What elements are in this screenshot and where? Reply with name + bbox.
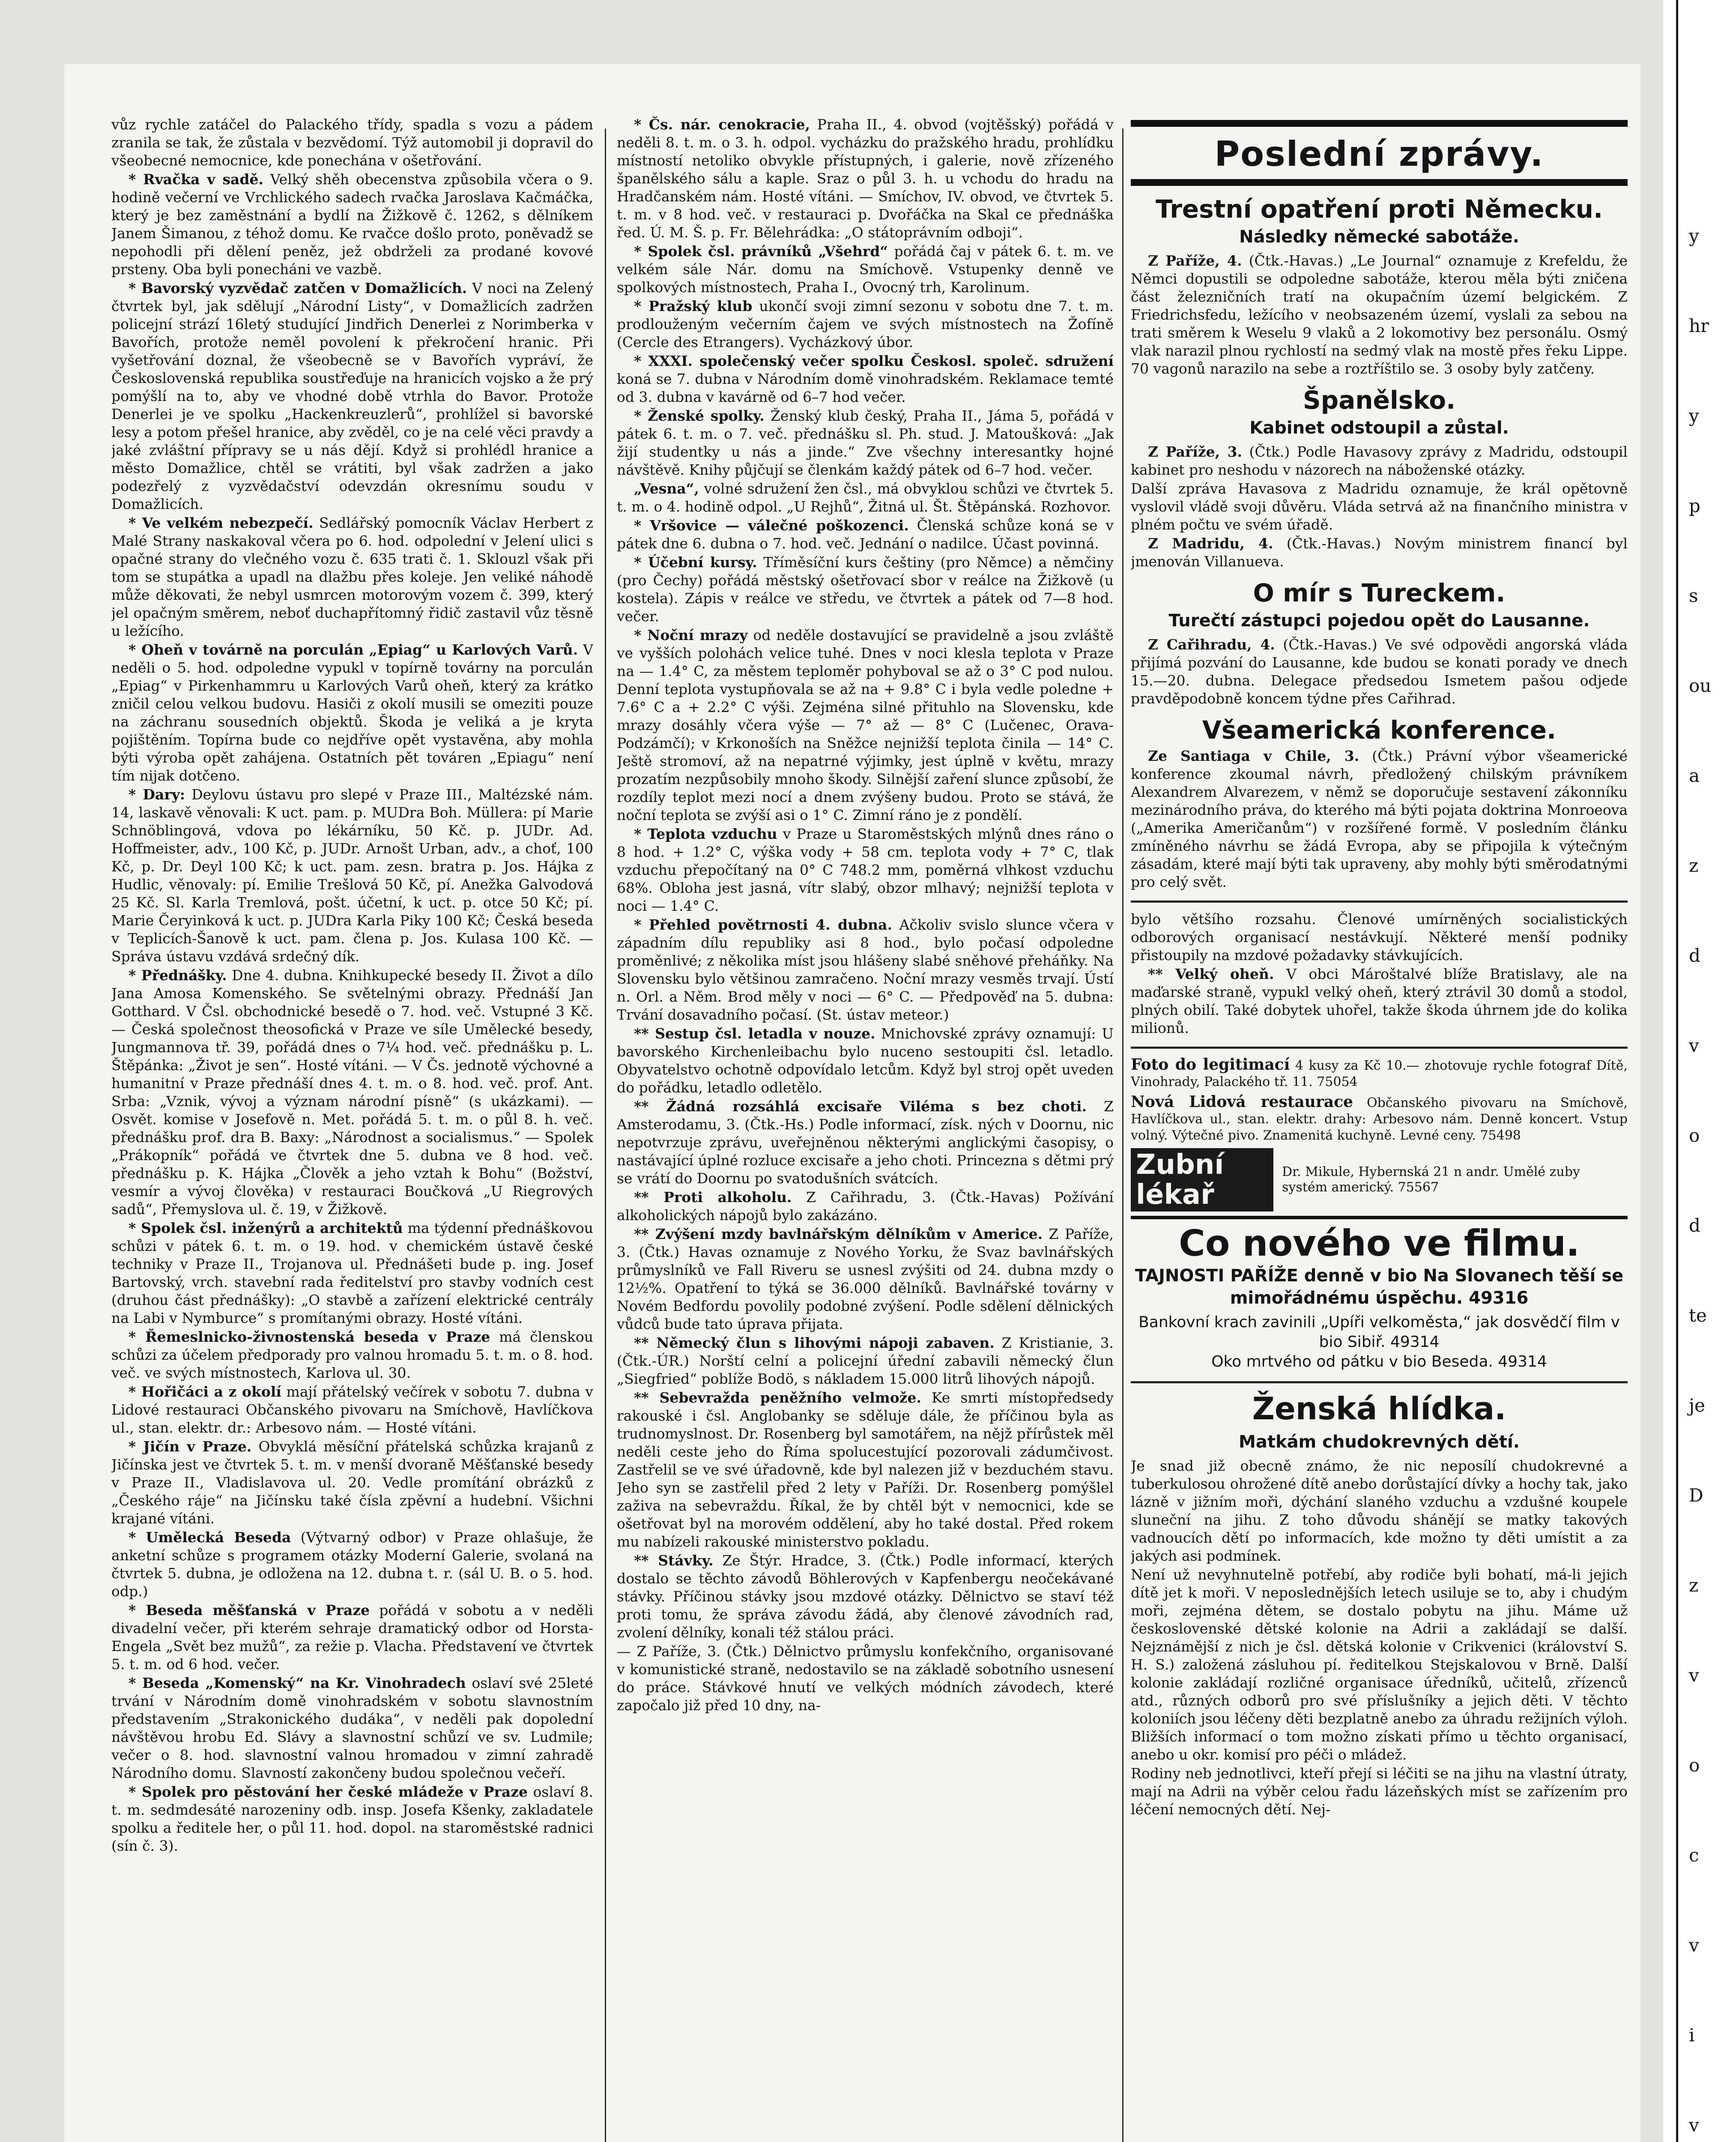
spine-text-fragment: te	[1689, 1305, 1707, 1326]
article-paragraph	[1131, 535, 1628, 571]
classified-ad-text: Občanského pivovaru na Smíchově, Havlíčkova ul., stan. elektr. drahy: Arbesovo nám. Denně koncert. Vstup volný. Výtečné pivo. Znamenitá kuchyně. Levné ceny. 75498	[1131, 1095, 1628, 1143]
article-paragraph	[617, 626, 1114, 824]
spine-text-fragment: i	[1689, 2025, 1695, 2046]
article-lead: ** Sestup čsl. letadla v nouze.	[634, 1025, 875, 1042]
article-lead: Z Cařihradu, 4.	[1148, 636, 1275, 653]
article-paragraph	[111, 1674, 593, 1782]
newspaper-page	[64, 64, 1640, 2142]
article-paragraph	[111, 1219, 593, 1327]
article-paragraph	[617, 297, 1114, 351]
article-lead: * Hořičáci a z okolí	[128, 1383, 281, 1400]
classified-ad-title: Foto do legitimací	[1131, 1056, 1290, 1074]
article-lead: ** Německý člun s lihovými nápoji zabaven.	[634, 1334, 995, 1351]
article-text: Praha II., 4. obvod (vojtěšský) pořádá v neděli 8. t. m. o 3. h. odpol. vycházku do pražského hradu, prohlídku místností netoliko obvykle přístupných, i galerie, nově zřízeného španělského sálu a kaple. Sraz o půl 3. h. u vchodu do hradu na Hradčanském nám. Hosté vítáni. — Smíchov, IV. obvod, ve čtvrtek 5. t. m. v 8 hod. več. v restauraci p. Dvořáčka na Skal ce přednáška řed. Ú. M. Š. p. Fr. Bělehrádka: „O státoprávním odboji“.	[617, 116, 1114, 241]
article-text: (Čtk.) Právní výbor všeamerické konference zkoumal návrh, předložený chilským právníkem Alexandrem Alvarezem, v němž se doporučuje sestavení zákonníku mezinárodního práva, do kterého má býti pojata doktrina Monroeova („Amerika Američanům“) v rozšířené formě. V posledním článku zmíněného návrhu se žádá Evropa, aby se připojila k výtečným zásadám, které mají býti tak upraveny, aby mohly býti směrodatnými pro celý svět.	[1131, 748, 1628, 890]
classified-ad	[1131, 1094, 1628, 1144]
article-lead: * Spolek pro pěstování her české mládeže v Praze	[128, 1783, 528, 1800]
article-paragraph	[617, 1552, 1114, 1642]
article-text: Další zpráva Havasova z Madridu oznamuje, že král opětovně vyslovil vládě svoji důvěru. Vláda setrvá až na finančního ministra v plném počtu ve svém úřadě.	[1131, 480, 1628, 533]
article-lead: * Čs. nár. cenokracie,	[634, 116, 810, 133]
article-text: vůz rychle zatáčel do Palackého třídy, spadla s vozu a pádem zranila se tak, že zůstala v bezvědomí. Týž automobil ji dopravil do všeobecné nemocnice, kde ponechána v ošetřování.	[111, 116, 593, 169]
article-lead: ** Sebevražda peněžního velmože.	[634, 1389, 921, 1406]
spine-text-fragment: v	[1689, 1665, 1699, 1686]
article-text: Z Cařihradu, 3. (Čtk.-Havas) Požívání alkoholických nápojů bylo zakázáno.	[617, 1189, 1114, 1224]
article-text: Rodiny neb jednotlivci, kteří přejí si léčiti se na jihu na vlastní útraty, mají na Adrii na výběr celou řadu lázeňských míst se zařízením pro léčení nemocných dětí. Nej-	[1131, 1765, 1628, 1818]
spine-text-fragment: ou	[1689, 675, 1712, 696]
column-2	[617, 116, 1114, 2142]
latest-news-banner: Poslední zprávy.	[1131, 120, 1628, 186]
spine-text-fragment: c	[1689, 1845, 1699, 1866]
article-paragraph	[111, 1783, 593, 1855]
spine-text-fragment: p	[1689, 495, 1700, 516]
article-paragraph	[617, 242, 1114, 296]
article-paragraph	[1131, 1457, 1628, 1565]
article-paragraph	[617, 1642, 1114, 1714]
article-lead: * Umělecká Beseda	[128, 1529, 291, 1546]
articles-continued	[1131, 910, 1628, 1037]
article-text: Není už nevyhnutelně potřebí, aby rodiče byli bohatí, má-li jejich dítě jet k moři. V neposlednějších letech usiluje se to, aby i chudým moři, zejména dětem, se dostalo pobytu na jihu. Máme už československé dětské kolonie na Adrii a zakládají se další. Nejznámější z nich je čsl. dětská kolonie v Crikvenici (království S. H. S.) založená zásluhou pí. ředitelkou Stejskalovou v Brně. Další kolonie zakládají rozličné organisace úředníků, učitelů, zřízenců atd., různých odborů pro své příslušníky a jejich děti. V těchto koloniích jsou léčeny děti bezplatně anebo za úhradu režijních výloh. Bližších informací o tom možno získati přímo u těchto organisací, anebo u okr. komisí pro péči o mládež.	[1131, 1566, 1628, 1763]
article-lead: * Dary:	[128, 786, 185, 803]
article-text: v Praze u Staroměstských mlýnů dnes ráno o 8 hod. + 1.2° C, výška vody + 58 cm. teplota vody + 7° C, tlak vzduchu přepočítaný na 0° C 748.2 mm, poměrná vlhkost vzduchu 68%. Obloha jest jasná, vítr slabý, obzor mlhavý; nejnižší teplota v noci — 1.4° C.	[617, 826, 1114, 914]
article-paragraph	[617, 116, 1114, 242]
article-lead: * Ve velkém nebezpečí.	[128, 515, 314, 531]
spine-text-fragment: s	[1689, 585, 1698, 606]
article-text: V noci na Zelený čtvrtek byl, jak sdělují „Národní Listy“, v Domažlicích zadržen policejní strází 16letý studující Jindřich Denerlei z Norimberka v Bavořích, protože neměl povolení k překročení hranic. Při vyšetřování doznal, že všeobecně se v Bavořích vypráví, že Československá republika soustřeďuje na hranicích vojsko a že prý pomýšlí na to, aby ve vhodné době vtrhla do Bavor. Protože Denerlei je ve spolku „Hackenkreuzlerů“, prohlížel si bavorské lesy a potom přešel hranice, aby zvěděl, co je na celé věci pravdy a jaké zvláštní přípravy se u nás dějí. Když si prohlédl hranice a město Domažlice, chtěl se vrátiti, byl však zadržen a jako podezřelý z vyzvědačství odevzdán okresnímu soudu v Domažlicích.	[111, 280, 593, 512]
article-paragraph	[617, 1389, 1114, 1551]
classified-ad	[1131, 1056, 1628, 1090]
article-text: od neděle dostavující se pravidelně a jsou zvláště ve vyšších polohách velice tuhé. Dnes v noci klesla teplota v Praze na — 1.4° C, za městem teploměr pohyboval se až o 3° C pod nulou. Denní teplota vystupňovala se až na + 9.8° C i byla vedle poledne + 7.6° C a + 2.2° C výši. Zejména silné přituhlo na Slovensku, kde mrazy dosáhly včera výše — 7° až — 8° C (Lučenec, Orava-Podzámčí); v Krkonoších na Sněžce nejnižší teplota činila — 14° C. Ještě stromoví, až na nepatrné výjimky, jest úplně v květu, mrazy prozatím nezpůsobily mnoho škody. Silnější zaření slunce způsobí, že rozdíly teplot mezi nocí a dnem zvýšeny budou. Proto se stává, že noční teplota se zvýší asi o 1° C. Zimní ráno je z pondělí.	[617, 627, 1114, 823]
article-paragraph	[111, 1383, 593, 1437]
article-lead: * Spolek čsl. inženýrů a architektů	[128, 1220, 403, 1236]
classified-ad-text: 4 kusy za Kč 10.— zhotovuje rychle fotograf Dítě, Vinohrady, Palackého tř. 11. 75054	[1131, 1058, 1628, 1089]
article-text: (Výtvarný odbor) v Praze ohlašuje, že anketní schůze s programem otázky Moderní Galerie, svolaná na čtvrtek 5. dubna, je odložena na 12. dubna t. r. (sál U. B. o 5. hod. odp.)	[111, 1529, 593, 1600]
article-text: Členská schůze koná se v pátek dne 6. dubna o 7. hod. več. Jednání o nadilce. Účast povinná.	[617, 517, 1114, 552]
article-text: ma týdenní přednáškovou schůzi v pátek 6. t. m. o 19. hod. v chemickém ústavě české techniky v Praze II., Trojanova ul. Přednášeti bude p. ing. Josef Bartovský, vrch. stavební rada ředitelství pro stavby vodních cest (druhou část přednášky): „O stavbě a zařízení elektrické centrály na Labi v Nymburce“ s promítanými obrazy. Hosté vítáni.	[111, 1220, 593, 1326]
article-paragraph	[111, 1529, 593, 1601]
article-lead: Z Paříže, 3.	[1148, 443, 1242, 460]
spine-rule	[1676, 0, 1678, 2142]
article-lead: * Jičín v Praze.	[128, 1438, 252, 1455]
article-text: Z Amsterodamu, 3. (Čtk.-Hs.) Podle informací, získ. ných v Doornu, nic nepotvrzuje zprávu, uveřejněnou některými anglickými časopisy, o nastávající úplné rozluce excisaře a jeho choti. Princezna s dětmi prý se vrátí do Doornu po svatodušních svátcích.	[617, 1098, 1114, 1187]
article-paragraph	[1131, 747, 1628, 891]
article-text: Mnichovské zprávy oznamují: U bavorského Kirchenleibachu bylo nuceno sestoupiti čsl. letadlo. Obyvatelstvo ochotně odpovídalo letcům. Když byl stroj opět uveden do pořádku, letadlo odletělo.	[617, 1025, 1114, 1096]
article-lead: * Přednášky.	[128, 967, 227, 984]
spine-text-fragment: o	[1689, 1125, 1700, 1146]
article-paragraph	[617, 1025, 1114, 1097]
spine-text-fragment: je	[1689, 1395, 1705, 1416]
article-lead: * Noční mrazy	[634, 627, 748, 643]
column-3	[1131, 116, 1628, 2142]
article-lead: * Řemeslnicko-živnostenská beseda v Praze	[128, 1328, 490, 1345]
article-paragraph	[617, 825, 1114, 915]
article-paragraph	[617, 1098, 1114, 1188]
article-text: oslaví své 25leté trvání v Národním domě vinohradském v sobotu slavnostním představením „Strakonického dudáka“, v neděli pak dopolední návštěvou hrobu Ed. Slávy a slavnostní schůzí ve sv. Ludmile; večer o 8. hod. slavnostní valnou hromadou v zimní zahradě Národního domu. Slavností zakončeny budou společnou večeří.	[111, 1675, 593, 1781]
article-paragraph	[1131, 480, 1628, 534]
article-lead: * Rvačka v sadě.	[128, 171, 263, 188]
articles-turkey	[1131, 636, 1628, 708]
article-text: mají přátelský večírek v sobotu 7. dubna v Lidové restauraci Občanského pivovaru na Smíchově, Havlíčkova ul., stan. elektr. dr.: Arbesovo nám. — Hosté vítáni.	[111, 1383, 593, 1436]
column-1	[111, 116, 593, 2142]
section-divider	[1131, 1381, 1628, 1383]
section-divider	[1131, 1047, 1628, 1049]
article-text: Sedlářský pomocník Václav Herbert z Malé Strany naskakoval včera po 6. hod. odpolední v Jelení ulici s opačné strany do vlečného vozu č. 635 trati č. 1. Sklouzl však při tom se stupátka a upadl na dlažbu přes koleje. Jen veliké náhodě může děkovati, že nebyl usmrcen motorovým vozem č. 399, který jel opačným směrem, neboť duchapřítomný řidič zastavil vůz těsně u ležícího.	[111, 515, 593, 639]
article-lead: * Ženské spolky.	[634, 407, 765, 424]
article-lead: Z Madridu, 4.	[1148, 535, 1273, 552]
article-paragraph	[1131, 443, 1628, 479]
article-paragraph	[617, 1225, 1114, 1333]
article-text: Z Kristianie, 3. (Čtk.-ÚR.) Norští celní a policejní úřední zabavili německý člun „Siegfried“ poblíže Bodö, s nákladem 15.000 litrů lihových nápojů.	[617, 1334, 1114, 1387]
article-paragraph	[111, 116, 593, 170]
article-text: (Čtk.) Podle Havasovy zprávy z Madridu, odstoupil kabinet pro neshodu v názorech na náboženské otázky.	[1131, 443, 1628, 478]
headline-women: Ženská hlídka.	[1252, 1391, 1506, 1427]
spine-text-fragment: d	[1689, 1215, 1700, 1236]
article-lead: „Vesna“,	[634, 480, 699, 497]
article-lead: ** Stávky.	[634, 1552, 714, 1569]
subhead-germany: Následky německé sabotáže.	[1239, 227, 1519, 247]
article-paragraph	[617, 1334, 1114, 1388]
article-paragraph	[111, 966, 593, 1218]
section-divider	[1131, 900, 1628, 903]
subhead-turkey: Turečtí zástupci pojedou opět do Lausanne.	[1168, 611, 1590, 631]
article-lead: * Beseda „Komenský“ na Kr. Vinohradech	[128, 1675, 466, 1691]
article-paragraph	[1131, 252, 1628, 378]
article-text: Ke smrti místopředsedy rakouské i čsl. Anglobanky se sděluje dále, že příčinou byla as trudnomyslnost. Dr. Rosenberg byl samotářem, na nějž přírůstek měl neděli ceste jeho do Říma spolucestující pozorovali zádumčivost. Zastřelil se ve své úřadovně, kde byl nalezen již v bezduchém stavu. Jeho syn se zastřelil před 2 lety v Paříži. Dr. Rosenberg pomýšlel zaživa na sebevraždu. Říkal, že by chtěl být v nemocnici, kde se ošetřovat byl na morovém oddělení, aby ho také dostal. Před rokem mu nabízeli rakouské ministerstvo pokladu.	[617, 1389, 1114, 1550]
article-text: Z Paříže, 3. (Čtk.) Havas oznamuje z Nového Yorku, že Svaz bavlnářských průmyslníků ve Fall Riveru se usnesl zvýšiti od 24. dubna mzdy o 12½%. Opatření to týká se 36.000 dělníků. Bavlnářské továrny v Novém Bedfordu povolily podobné zvýšení. Podle sdělení dělnických vůdců bude tato úprava přijata.	[617, 1226, 1114, 1332]
article-paragraph	[617, 553, 1114, 625]
article-lead: ** Velký oheň.	[1148, 966, 1274, 982]
headline-germany: Trestní opatření proti Německu.	[1156, 194, 1603, 224]
article-lead: * Oheň v továrně na porculán „Epiag“ u Karlových Varů.	[128, 641, 578, 658]
headline-turkey: O mír s Tureckem.	[1253, 578, 1506, 607]
article-paragraph	[1131, 910, 1628, 964]
article-text: Ze Štýr. Hradce, 3. (Čtk.) Podle informací, kterých dostalo se těchto závodů Böhlerových v Kapfenbergu neočekávané stávky. Příčinou stávky jsou mzdové otázky. Dělnictvo se staví též proti tomu, že správa závodu žádá, aby členové závodních rad, zvolení dělníky, konali též stálou práci.	[617, 1552, 1114, 1641]
headline-panamerican: Všeamerická konference.	[1202, 715, 1557, 745]
article-paragraph	[617, 916, 1114, 1024]
column-divider	[605, 129, 606, 2142]
article-text: — Z Paříže, 3. (Čtk.) Dělnictvo průmyslu konfekčního, organisované v komunistické straně, nedostavilo se na základě sobotního usnesení do práce. Stávkové hnutí ve velkých módních závodech, které započalo již před 10 dny, na-	[617, 1643, 1114, 1714]
page-spine-edge	[1663, 0, 1736, 2142]
article-text: má členskou schůzi za účelem předporady pro valnou hromadu 5. t. m. o 8. hod. več. ve svých místnostech, Karlova ul. 30.	[111, 1328, 593, 1381]
film-section-title: Co nového ve filmu.	[1131, 1216, 1628, 1263]
articles-germany	[1131, 252, 1628, 378]
column-divider	[1122, 129, 1123, 2142]
article-text: (Čtk.-Havas.) „Le Journal“ oznamuje z Krefeldu, že Němci dopustili se odpoledne sabotáže, kterou měla býti zničena část železničních tratí na okupačním území belgickém. Z Friedrichsfedu, ležícího v neobsazeném území, vyslali za sebou na trati směrem k Weselu 9 vlaků a 2 lokomotivy bez personálu. Osmý vlak narazil plnou rychlostí na sedmý vlak na mostě přes řeku Lippe. 70 vagonů narazilo na sebe a roztříštilo se. 3 osoby byly zatčeny.	[1131, 252, 1628, 377]
spine-text-fragment: z	[1689, 855, 1699, 876]
article-text: V obci Mároštalvé blíže Bratislavy, ale na maďarské straně, vypukl velký oheň, který ztrávil 30 domů a stodol, plných obilí. Také dobytek uhořel, takže škoda úhrnem jde do kolika milionů.	[1131, 966, 1628, 1036]
article-lead: Ze Santiaga v Chile, 3.	[1148, 748, 1360, 764]
article-text: pořádá čaj v pátek 6. t. m. ve velkém sále Nár. domu na Smíchově. Vstupenky denně ve spolkových místnostech, Praha I., Ovocný trh, Karolinum.	[617, 243, 1114, 296]
article-text: pořádá v sobotu a v neděli divadelní večer, při kterém sehraje dramatický odbor od Horsta-Engela „Svět bez mužů“, za režie p. Vlacha. Představení ve čtvrtek 5. t. m. od 6 hod. večer.	[111, 1602, 593, 1672]
article-text: (Čtk.-Havas.) Ve své odpovědi angorská vláda přijímá pozvání do Lausanne, kde budou se konati porady ve dnech 15.—20. dubna. Delegace předsedou Ismetem pašou odjede pravděpodobně koncem týdne přes Cařihrad.	[1131, 636, 1628, 707]
article-text: Je snad již obecně známo, že nic neposílí chudokrevné a tuberkulosou ohrožené dítě anebo dorůstající dívky a hochy tak, jako lázně v jižním moři, dýchání slaného vzduchu a vzdušné koupele sluneční na jihu. Z toho důvodu shánějí se matky takových vadnoucích dětí po informacích, kde možno ty děti umístit a za jakých asi podmínek.	[1131, 1457, 1628, 1564]
article-paragraph	[617, 480, 1114, 516]
spine-text-fragment: hr	[1689, 315, 1709, 336]
film-line: Bankovní krach zavinili „Upíři velkoměsta,“ jak dosvědčí film v bio Sibiř. 49314	[1138, 1313, 1620, 1351]
article-paragraph	[111, 1328, 593, 1382]
article-text: Ačkoliv svislo slunce včera v západním dílu republiky asi 8 hod., bylo počasí odpoledne proměnlivé; z několika míst jsou hlášeny slabé sněhové přeháňky. Na Slovensku bylo většinou zamračeno. Noční mrazy vesměs trvají. Ústí n. Orl. a Něm. Brod měly v noci — 6° C. — Předpověď na 5. dubna: Trvání dosavadního počasí. (St. ústav meteor.)	[617, 916, 1114, 1023]
article-lead: * Teplota vzduchu	[634, 826, 777, 842]
classified-ads	[1131, 1056, 1628, 1144]
article-text: Velký shěh obecenstva způsobila včera o 9. hodině večerní ve Vrchlického sadech rvačka Jaroslava Kačmáčka, který je bez zaměstnání a bydlí na Žižkově č. 1262, s dělníkem Janem Šimanou, z téhož domu. Ke rvačce došlo proto, poněvadž se nepohodli při dělení peněz, jež obdrželi za prodané kovové prsteny. Oba byli ponecháni ve vazbě.	[111, 171, 593, 278]
article-lead: * Pražský klub	[634, 298, 753, 314]
article-text: ukončí svoji zimní sezonu v sobotu dne 7. t. m. prodlouženým večerním čajem ve svých místnostech na Žofíně (Cercle des Etrangers). Vycházkový úbor.	[617, 298, 1114, 350]
articles-women	[1131, 1457, 1628, 1819]
article-text: Dne 4. dubna. Knihkupecké besedy II. Život a dílo Jana Amosa Komenského. Se světelnými obrazy. Přednáší Jan Gotthard. V Čsl. obchodnické besedě o 7. hod. več. Vstupné 3 Kč. — Česká společnost theosofická v Praze ve síle Umělecké besedy, Jungmannova tř. 39, pořádá dnes o 7¼ hod. več. přednášku p. L. Štěpánka: „Život je sen“. Hosté vítáni. — V Čs. jednotě výchovné a humanitní v Praze přednáší dnes 4. t. m. o 8. hod. več. prof. Ant. Srba: „Vznik, vývoj a význam národní písně“ (s ukázkami). — Osvět. komise v Josefově n. Met. pořádá 5. t. m. o půl 8. h. več. přednášku prof. dra B. Baxy: „Národnost a socialismus.“ — Spolek „Prákopník“ pořádá ve čtvrtek dne 5. dubna ve 8 hod. več. přednášku p. K. Hájka „Člověk a jeho vztah k Bohu“ (Božství, vesmír a vývoj člověka) v restauraci Boučková „U Riegrových sadů“, Přemyslova ul. č. 19, v Žižkově.	[111, 967, 593, 1218]
articles-spain	[1131, 443, 1628, 571]
spine-text-fragment: z	[1689, 1575, 1699, 1596]
articles-panamerican	[1131, 747, 1628, 891]
spine-text-fragment: y	[1689, 405, 1699, 426]
film-line: Oko mrtvého od pátku v bio Beseda. 49314	[1211, 1353, 1547, 1370]
subhead-women: Matkám chudokrevných dětí.	[1239, 1432, 1520, 1452]
article-lead: * Vršovice — válečné poškozenci.	[634, 517, 909, 534]
film-section-sub: TAJNOSTI PAŘÍŽE denně v bio Na Slovanech těší se mimořádnému úspěchu. 49316	[1135, 1266, 1624, 1308]
dentist-ad-title: Zubní lékař	[1131, 1148, 1273, 1212]
article-text: Tříměsíční kurs češtiny (pro Němce) a němčiny (pro Čechy) pořádá městský ošetřovací sbor v reálce na Žižkově (u kostela). Zápis v reálce ve středu, ve čtvrtek a pátek od 7—8 hod. večer.	[617, 554, 1114, 625]
article-text: Obvyklá měsíční přátelská schůzka krajanů z Jičínska jest ve čtvrtek 5. t. m. v menší dvoraně Měšťanské besedy v Praze II., Vladislavova ul. 20. Vedle promítání obrázků z „Českého ráje“ na Jičínsku také čísla zpěvní a hudební. Všichni krajané vítáni.	[111, 1438, 593, 1527]
article-lead: * Beseda měšťanská v Praze	[128, 1602, 370, 1618]
spine-text-fragment: v	[1689, 1035, 1699, 1056]
spine-text-fragment: y	[1689, 225, 1699, 246]
article-paragraph	[1131, 965, 1628, 1037]
article-lead: ** Zvýšení mzdy bavlnářským dělníkům v Americe.	[634, 1226, 1043, 1242]
spine-text-fragment: d	[1689, 945, 1700, 966]
article-paragraph	[111, 1601, 593, 1673]
article-paragraph	[617, 407, 1114, 479]
article-text: Ženský klub český, Praha II., Jáma 5, pořádá v pátek 6. t. m. o 7. več. přednášku sl. Ph. stud. J. Matoušková: „Jak žijí studentky u nás a jinde.“ Zve všechny interesantky hojné návštěvě. Knihy půjčují se členkám každý pátek od 6–7 hod. večer.	[617, 407, 1114, 478]
article-paragraph	[111, 786, 593, 966]
spine-text-fragment: a	[1689, 765, 1700, 786]
spine-text-fragment: D	[1689, 1485, 1703, 1506]
article-paragraph	[617, 517, 1114, 553]
article-paragraph	[1131, 636, 1628, 708]
article-text: V neděli o 5. hod. odpoledne vypukl v topírně továrny na porculán „Epiag“ v Pirkenhammru u Karlových Varů oheň, který za krátko zničil celou velkou budovu. Hasiči z okolí musili se omeziti pouze na záchranu sousedních objektů. Škoda je veliká a je kryta pojištěním. Topírna bude co nejdříve opět vystavěna, aby mohla býti výroba opět zahájena. Ostatních pět továren „Epiagu“ není tím nijak dotčeno.	[111, 641, 593, 784]
spine-text-fragment: o	[1689, 1755, 1700, 1776]
article-lead: Z Paříže, 4.	[1148, 252, 1242, 269]
article-text: volné sdružení žen čsl., má obvyklou schůzi ve čtvrtek 5. t. m. o 4. hodině odpol. „U Rejhů“, Žitná ul. Št. Štěpánská. Rozhovor.	[617, 480, 1114, 515]
article-lead: * Bavorský vyzvědač zatčen v Domažlicích.	[128, 280, 467, 296]
article-paragraph	[111, 641, 593, 785]
article-paragraph	[1131, 1566, 1628, 1764]
article-lead: ** Proti alkoholu.	[634, 1189, 792, 1206]
article-lead: * Přehled povětrnosti 4. dubna.	[634, 916, 892, 933]
spine-text-fragment: v	[1689, 1935, 1699, 1956]
dentist-ad-text: Dr. Mikule, Hybernská 21 n andr. Umělé zuby systém americký. 75567	[1282, 1164, 1580, 1195]
article-paragraph	[1131, 1765, 1628, 1819]
article-paragraph	[111, 514, 593, 640]
article-text: Deylovu ústavu pro slepé v Praze III., Maltézské nám. 14, laskavě věnovali: K uct. pam. p. MUDra Boh. Müllera: pí Marie Schnöblingová, vdova po lékárníku, 50 Kč. p. JUDr. Ad. Hoffmeister, adv., 100 Kč, p. JUDr. Arnošt Urban, adv., a choť, 100 Kč, p. Dr. Deyl 100 Kč; k uct. pam. zesn. bratra p. Jos. Hájka z Hudlic, věnovaly: pí. Emilie Trešlová 50 Kč, pí. Anežka Galvodová 25 Kč. Sl. Karla Tremlová, pošt. účetní, k uct. p. otce 50 Kč; pí. Marie Čeryinková k uct. p. JUDra Karla Piky 100 Kč; Česká beseda v Teplicích-Šanově k uct. pam. člena p. Jos. Kulasa 100 Kč. — Správa ústavu vzdává srdečný dík.	[111, 786, 593, 965]
dentist-ad	[1131, 1148, 1628, 1212]
classified-ad-title: Nová Lidová restaurace	[1131, 1093, 1353, 1111]
article-paragraph	[617, 1188, 1114, 1224]
article-text: (Čtk.-Havas.) Novým ministrem financí byl jmenován Villanueva.	[1131, 535, 1628, 570]
article-paragraph	[617, 352, 1114, 406]
article-paragraph	[111, 171, 593, 278]
article-lead: ** Žádná rozsáhlá excisaře Viléma s bez choti.	[634, 1098, 1087, 1115]
article-text: oslaví 8. t. m. sedmdesáté narozeniny odb. insp. Josefa Kšenky, zakladatele spolku a ředitele her, o půl 11. hod. dopol. na staroměstské radnici (sín č. 3).	[111, 1783, 593, 1854]
article-text: koná se 7. dubna v Národním domě vinohradském. Reklamace temté od 3. dubna v kavárně od 6–7 hod večer.	[617, 371, 1114, 405]
article-lead: * Spolek čsl. právníků „Všehrd“	[634, 243, 888, 260]
article-lead: * XXXI. společenský večer spolku Českosl. společ. sdružení	[634, 353, 1114, 369]
article-text: bylo většího rozsahu. Členové umírněných socialistických odborových organisací nestávkují. Některé menší podniky přistoupily na mzdové požadavky stávkujících.	[1131, 911, 1628, 963]
article-paragraph	[111, 1438, 593, 1528]
subhead-spain: Kabinet odstoupil a zůstal.	[1249, 418, 1509, 438]
headline-spain: Španělsko.	[1303, 386, 1456, 415]
article-lead: * Účební kursy.	[634, 554, 757, 571]
spine-text-fragment: v	[1689, 2115, 1699, 2136]
article-paragraph	[111, 279, 593, 513]
